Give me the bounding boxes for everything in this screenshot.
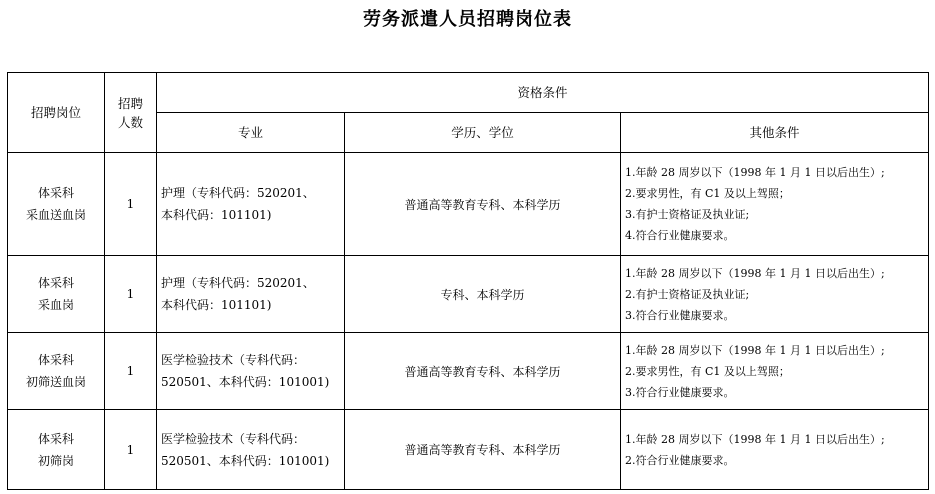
position-name: 初筛送血岗 — [25, 375, 86, 389]
header-position: 招聘岗位 — [8, 73, 105, 153]
table-row — [8, 256, 929, 333]
condition-item: 1.年龄 28 周岁以下（1998 年 1 月 1 日以后出生）; — [625, 166, 885, 179]
header-qualifications: 资格条件 — [157, 73, 929, 113]
position-cell — [8, 153, 105, 256]
table-row — [8, 333, 929, 410]
education-cell: 普通高等教育专科、本科学历 — [345, 153, 621, 256]
condition-item: 2.符合行业健康要求。 — [625, 453, 735, 467]
other-conditions-cell — [621, 153, 929, 256]
position-dept: 体采科 — [37, 186, 74, 200]
position-dept: 体采科 — [37, 353, 74, 367]
condition-item: 2.要求男性，有 C1 及以上驾照； — [625, 187, 790, 200]
condition-item: 1.年龄 28 周岁以下（1998 年 1 月 1 日以后出生）; — [625, 432, 885, 446]
major-line: 本科代码：101101) — [161, 208, 272, 222]
major-line: 护理（专科代码：520201、 — [161, 186, 315, 200]
condition-item: 3.有护士资格证及执业证; — [625, 208, 750, 221]
other-conditions-cell — [621, 333, 929, 410]
condition-item: 1.年龄 28 周岁以下（1998 年 1 月 1 日以后出生）; — [625, 266, 885, 280]
major-line: 520501、本科代码：101001) — [161, 375, 330, 389]
recruitment-table — [7, 72, 929, 490]
condition-item: 3.符合行业健康要求。 — [625, 308, 735, 322]
header-headcount — [105, 73, 157, 153]
condition-item: 2.要求男性，有 C1 及以上驾照； — [625, 364, 790, 378]
table-row — [8, 153, 929, 256]
condition-item: 4.符合行业健康要求。 — [625, 229, 735, 242]
education-cell: 普通高等教育专科、本科学历 — [345, 333, 621, 410]
position-dept: 体采科 — [37, 276, 74, 290]
education-cell: 普通高等教育专科、本科学历 — [345, 410, 621, 490]
major-cell — [157, 153, 345, 256]
position-name: 采血岗 — [37, 298, 74, 312]
condition-item: 3.符合行业健康要求。 — [625, 385, 735, 399]
condition-item: 2.有护士资格证及执业证; — [625, 287, 750, 301]
major-line: 医学检验技术（专科代码： — [161, 431, 306, 446]
headcount-cell: 1 — [105, 256, 157, 333]
header-headcount-line1: 招聘 — [117, 95, 143, 111]
header-education: 学历、学位 — [345, 113, 621, 153]
headcount-cell: 1 — [105, 333, 157, 410]
position-cell — [8, 256, 105, 333]
major-cell — [157, 410, 345, 490]
position-cell — [8, 410, 105, 490]
education-cell: 专科、本科学历 — [345, 256, 621, 333]
headcount-cell: 1 — [105, 410, 157, 490]
other-conditions-cell — [621, 256, 929, 333]
major-line: 本科代码：101101) — [161, 298, 272, 312]
header-headcount-line2: 人数 — [117, 114, 143, 130]
page-title: 劳务派遣人员招聘岗位表 — [363, 9, 572, 30]
other-conditions-cell — [621, 410, 929, 490]
position-name: 采血送血岗 — [25, 208, 86, 222]
table-row — [8, 410, 929, 490]
header-other: 其他条件 — [621, 113, 929, 153]
major-cell — [157, 333, 345, 410]
headcount-cell: 1 — [105, 153, 157, 256]
position-dept: 体采科 — [37, 431, 74, 446]
condition-item: 1.年龄 28 周岁以下（1998 年 1 月 1 日以后出生）; — [625, 343, 885, 357]
major-cell — [157, 256, 345, 333]
major-line: 520501、本科代码：101001) — [161, 453, 330, 468]
header-major: 专业 — [157, 113, 345, 153]
major-line: 医学检验技术（专科代码： — [161, 353, 306, 367]
position-name: 初筛岗 — [37, 453, 74, 468]
position-cell — [8, 333, 105, 410]
major-line: 护理（专科代码：520201、 — [161, 276, 315, 290]
